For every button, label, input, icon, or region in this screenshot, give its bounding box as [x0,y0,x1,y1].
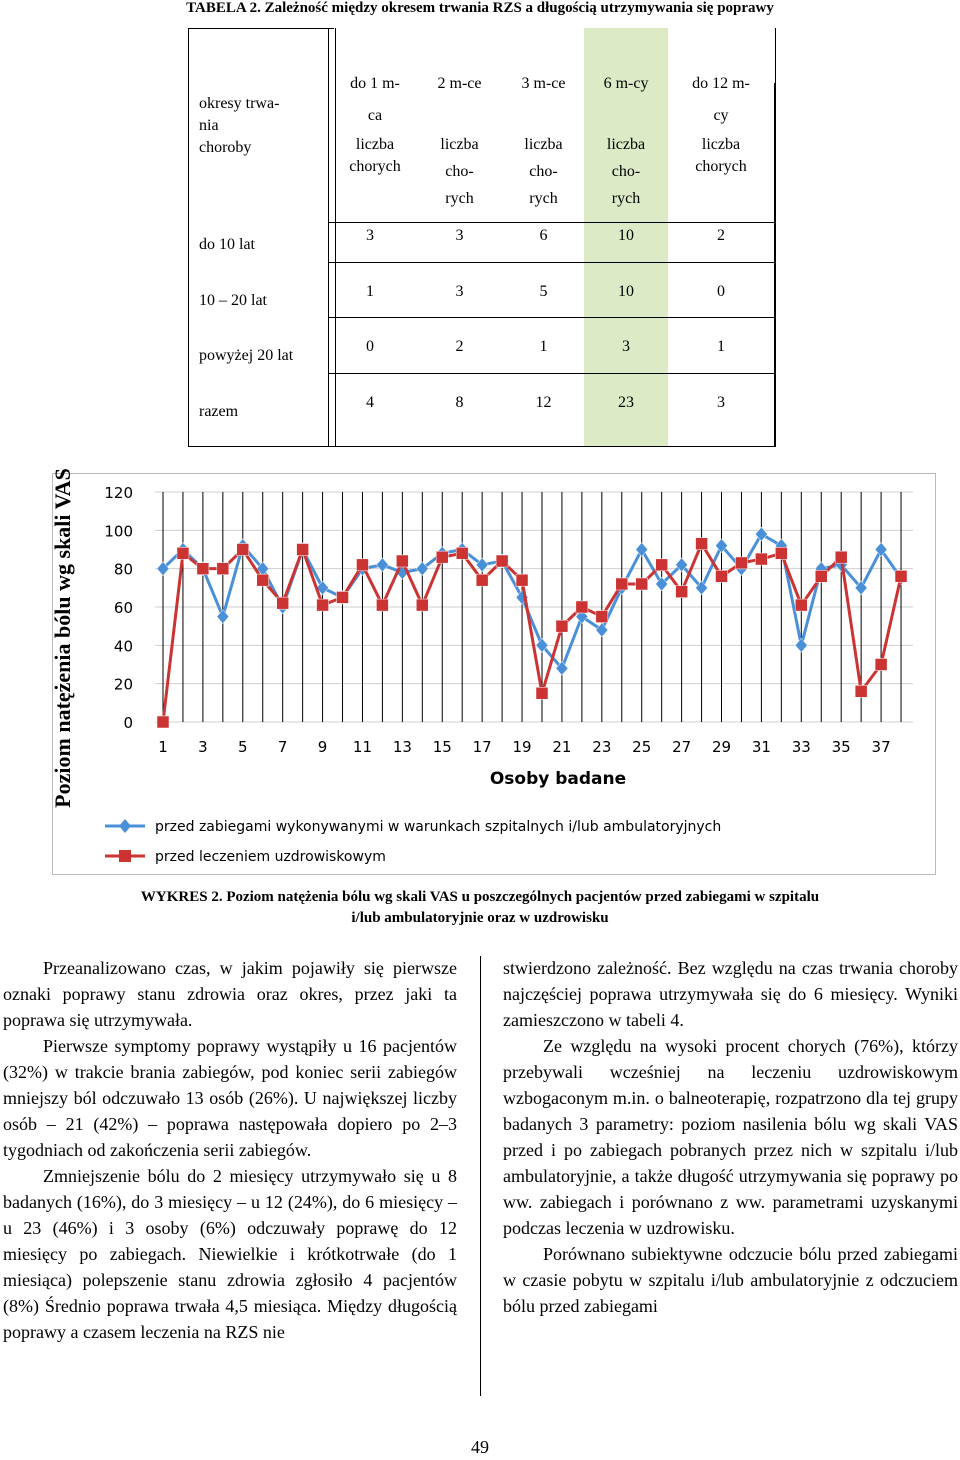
paragraph: Ze względu na wysoki procent chorych (76%), którzy przebywali wcześniej na leczeniu uzdrowiskowym wzbogaconym m.in. o balneoterapię, rozpatrzono dla tej grupy badanych 3 parametry: poziom nasilenia bólu wg skali VAS przed i po zabiegach pobranych przez nich w szpitalu i/lub ambulatoryjnie, a także długość utrzymywania się poprawy po ww. zabiegach i porównano z ww. parametrami uzyskanymi podczas leczenia w uzdrowisku. [503,1036,958,1238]
table-cell: 3 [366,227,374,244]
x-tick-label: 37 [871,738,891,756]
table-cell: 5 [539,282,548,300]
column-subheader: chorych [349,158,401,175]
table-cell: 6 [539,227,548,244]
caption-line-2: i/lub ambulatoryjnie oraz w uzdrowisku [351,910,609,926]
corner-header: okresy trwa- [199,95,280,112]
data-point [217,610,229,624]
data-point [895,570,907,582]
table-cell: 3 [455,282,464,300]
table-cell: 0 [717,282,725,300]
column-header: do 12 m- [692,75,750,92]
column-divider [480,956,481,1396]
paragraph: Pierwsze symptomy poprawy wystąpiły u 16 pacjentów (32%) w trakcie brania zabiegów, pod koniec serii zabiegów mniejszy ból odczuwało 13 osób (26%). U największej liczby osób – 21 (42%) – poprawa następowała dopiero po 2–3 tygodniach od zakończenia serii zabiegów. [3,1036,457,1160]
y-tick-label: 120 [104,484,133,502]
column-header: ca [367,107,383,124]
data-point [237,544,249,556]
paragraph: Zmniejszenie bólu do 2 miesięcy utrzymywało się u 8 badanych (16%), do 3 miesięcy – u 12 (24%), do 6 miesięcy – u 23 (46%) i 3 osoby (6%) odczuwały poprawę do 12 miesięcy po zabiegach. Niewielkie i krótkotrwałe (do 1 miesiąca) polepszenie stanu zdrowia zgłosiło 4 pacjentów (8%) Średnio poprawa trwała 4,5 miesiąca. Między długością poprawy a czasem leczenia na RZS nie [3,1166,457,1342]
x-tick-label: 1 [158,738,168,756]
table-title: TABELA 2. Zależność między okresem trwania RZS a długością utrzymywania się poprawy [186,0,774,16]
table-cell: 2 [455,338,464,355]
table-cell: 8 [455,393,464,411]
table-cell: 1 [717,338,725,355]
table-rule [188,446,774,447]
column-subheader: chorych [695,158,747,175]
data-point [696,538,708,550]
data-point [376,558,388,572]
column-header: do 1 m- [350,75,400,92]
row-label: razem [199,402,239,420]
row-label: do 10 lat [199,236,255,253]
column-header: 3 m-ce [521,75,566,92]
x-tick-label: 33 [791,738,811,756]
data-point [356,559,368,571]
data-point [775,547,787,559]
x-tick-label: 9 [317,738,328,756]
table-cell: 12 [535,393,552,411]
legend-label: przed leczeniem uzdrowiskowym [155,849,386,865]
x-tick-label: 13 [392,738,412,756]
y-tick-label: 80 [113,560,133,579]
y-tick-label: 40 [113,637,133,656]
data-point [735,557,747,569]
legend-marker [119,850,131,862]
data-point [376,599,388,611]
data-point [596,611,608,623]
column-subheader: cho- [611,163,641,180]
x-tick-label: 21 [552,738,572,756]
data-point [177,547,189,559]
table-cell: 10 [618,227,634,244]
column-subheader: cho- [445,163,474,180]
chart-area [52,473,936,875]
data-point [795,638,807,652]
text-column-right [503,955,958,1319]
x-tick-label: 11 [352,738,373,756]
column-header: cy [713,107,729,124]
table-rule [774,83,775,446]
data-point [835,551,847,563]
data-point [576,601,588,613]
table-rule [188,28,334,29]
table-cell: 4 [366,393,374,411]
data-point [416,599,428,611]
data-point [456,547,468,559]
data-point [436,551,448,563]
data-point [616,578,628,590]
x-tick-label: 17 [472,738,492,756]
x-tick-label: 7 [277,738,288,756]
column-subheader: liczba [606,136,646,153]
series-line [163,544,901,722]
page-number: 49 [471,1437,489,1457]
y-axis-label: Poziom natężenia bólu wg skali VAS [50,468,75,808]
table-cell: 2 [717,227,725,244]
table-cell: 10 [618,282,634,300]
column-subheader: cho- [529,163,558,180]
data-point [636,578,648,590]
x-tick-label: 23 [592,738,612,756]
y-tick-label: 100 [104,522,133,541]
x-tick-label: 25 [632,738,652,756]
x-tick-label: 3 [198,738,208,756]
row-label: 10 – 20 lat [199,291,267,309]
column-subheader: liczba [701,136,741,153]
data-point [795,599,807,611]
data-point [815,570,827,582]
data-point [536,687,548,699]
paragraph: Przeanalizowano czas, w jakim pojawiły się pierwsze oznaki poprawy stanu zdrowia oraz okres, przez jaki ta poprawa się utrzymywała. [3,958,457,1030]
table-cell: 3 [455,227,464,244]
column-subheader: liczba [355,136,395,153]
legend-label: przed zabiegami wykonywanymi w warunkach szpitalnych i/lub ambulatoryjnych [155,819,722,835]
table-cell: 1 [366,282,374,300]
data-point [755,553,767,565]
data-point [496,555,508,567]
row-label: powyżej 20 lat [199,347,294,364]
y-tick-label: 20 [113,675,133,694]
x-tick-label: 27 [672,738,692,756]
table-rule [328,222,774,223]
vas-line-chart [53,474,935,874]
table-cell: 3 [622,338,630,355]
data-point [217,563,229,575]
column-header: 2 m-ce [437,75,482,92]
data-point [855,685,867,697]
corner-header: choroby [199,139,252,156]
data-point [556,620,568,632]
series-line [163,534,901,668]
data-point [875,659,887,671]
data-point [716,570,728,582]
data-point [476,574,488,586]
table-cell: 23 [618,393,634,411]
table-cell: 0 [366,338,374,355]
text-column-left [3,955,457,1345]
data-point [516,574,528,586]
data-point [656,559,668,571]
table-rule [328,262,774,263]
paragraph: Porównano subiektywne odczucie bólu przed zabiegami w czasie pobytu w szpitalu i/lub ambulatoryjnie z odczuciem bólu przed zabiegami [503,1244,958,1316]
data-point [676,586,688,598]
data-point [257,574,269,586]
table-cell: 1 [539,338,548,355]
x-tick-label: 5 [238,738,248,756]
x-tick-label: 35 [831,738,851,756]
table-rule [328,373,774,374]
figure-caption [0,887,960,929]
data-point [317,599,329,611]
column-subheader: liczba [524,136,563,153]
data-point [297,544,309,556]
table-rule [188,28,189,446]
column-header: 6 m-cy [603,75,649,92]
x-axis-label: Osoby badane [489,769,627,789]
table-rule [328,317,774,318]
x-tick-label: 15 [432,738,452,756]
data-point [596,623,608,637]
column-subheader: rych [529,190,558,207]
y-tick-label: 0 [123,714,133,732]
paragraph: stwierdzono zależność. Bez względu na czas trwania choroby najczęściej poprawa utrzymywała się do 6 miesięcy. Wyniki zamieszczono w tabeli 4. [503,958,958,1030]
table-cell: 3 [717,393,725,411]
legend-marker [119,819,131,833]
column-subheader: rych [445,190,474,207]
x-tick-label: 31 [751,738,771,756]
column-subheader: liczba [440,136,479,153]
data-point [157,716,169,728]
data-point [337,591,349,603]
caption-line-1: WYKRES 2. Poziom natężenia bólu wg skali VAS u poszczególnych pacjentów przed zabiegami w szpitalu [140,889,820,905]
x-tick-label: 29 [711,738,732,756]
x-tick-label: 19 [512,738,532,756]
column-subheader: rych [611,190,641,207]
data-point [396,555,408,567]
y-tick-label: 60 [113,599,133,617]
corner-header: nia [199,117,219,134]
data-point [197,563,209,575]
data-point [277,597,289,609]
